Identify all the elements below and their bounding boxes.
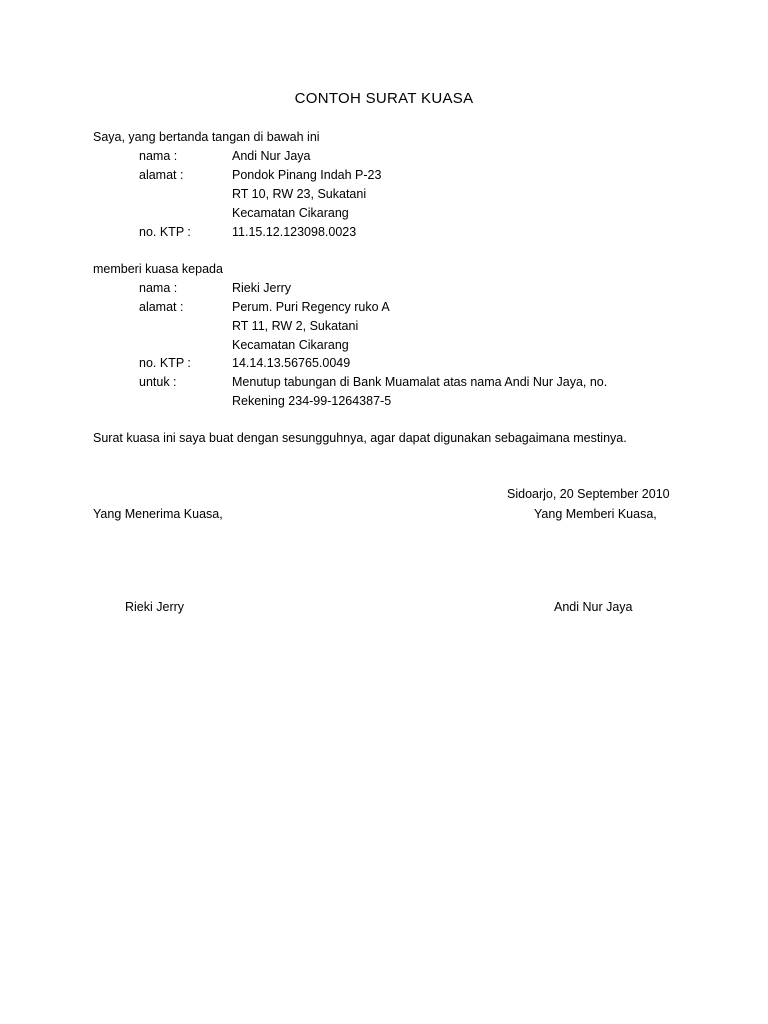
signature-right-name: Andi Nur Jaya [554,600,633,614]
place-date: Sidoarjo, 20 September 2010 [507,487,670,501]
grantee-label-untuk: untuk : [139,375,177,389]
grantee-label-nama: nama : [139,281,178,295]
closing-statement: Surat kuasa ini saya buat dengan sesungguhnya, agar dapat digunakan sebagaimana mestinya. [93,431,627,445]
grantee-label-ktp: no. KTP : [139,356,191,370]
grantor-value-ktp: 11.15.12.123098.0023 [232,225,357,239]
grantee-value-alamat-2: RT 11, RW 2, Sukatani [232,319,359,333]
grantor-value-alamat-3: Kecamatan Cikarang [232,206,349,220]
signature-right-heading: Yang Memberi Kuasa, [534,507,657,521]
grantee-value-ktp: 14.14.13.56765.0049 [232,356,351,370]
grantor-label-alamat: alamat : [139,168,184,182]
grantee-value-alamat-1: Perum. Puri Regency ruko A [232,300,390,314]
grantee-intro: memberi kuasa kepada [93,262,223,276]
document-title: CONTOH SURAT KUASA [294,90,474,107]
grantor-label-nama: nama : [139,149,178,163]
grantee-value-untuk-2: Rekening 234-99-1264387-5 [232,394,392,408]
grantee-label-alamat: alamat : [139,300,184,314]
grantee-value-alamat-3: Kecamatan Cikarang [232,338,349,352]
grantor-value-alamat-1: Pondok Pinang Indah P-23 [232,168,382,182]
grantor-label-ktp: no. KTP : [139,225,191,239]
grantor-intro: Saya, yang bertanda tangan di bawah ini [93,130,320,144]
grantee-value-untuk-1: Menutup tabungan di Bank Muamalat atas nama Andi Nur Jaya, no. [232,375,608,389]
grantee-value-nama: Rieki Jerry [232,281,292,295]
signature-left-heading: Yang Menerima Kuasa, [93,507,223,521]
grantor-value-alamat-2: RT 10, RW 23, Sukatani [232,187,367,201]
signature-left-name: Rieki Jerry [125,600,185,614]
grantor-value-nama: Andi Nur Jaya [232,149,311,163]
